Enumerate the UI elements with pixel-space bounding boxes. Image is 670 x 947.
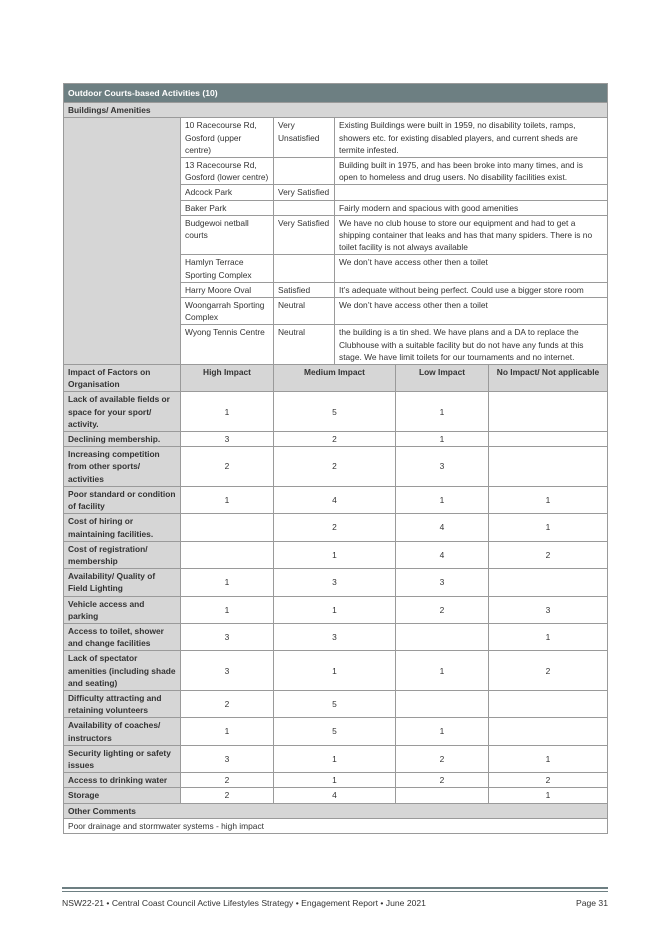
factor-label: Cost of registration/ membership [64, 541, 181, 568]
low-impact-value [396, 690, 489, 717]
impact-row [64, 514, 608, 541]
no-impact-value [489, 447, 608, 487]
rating-cell: Very Satisfied [274, 215, 335, 255]
venue-cell: Harry Moore Oval [181, 282, 274, 297]
venue-cell: 13 Racecourse Rd, Gosford (lower centre) [181, 158, 274, 185]
rating-cell: Neutral [274, 298, 335, 325]
high-impact-value [181, 514, 274, 541]
no-impact-value: 1 [489, 788, 608, 803]
impact-row [64, 651, 608, 691]
medium-impact-value: 1 [274, 745, 396, 772]
impact-row [64, 392, 608, 432]
high-impact-value: 1 [181, 486, 274, 513]
no-impact-value: 2 [489, 541, 608, 568]
rating-cell: Satisfied [274, 282, 335, 297]
medium-impact-value: 4 [274, 788, 396, 803]
medium-impact-value: 2 [274, 514, 396, 541]
impact-row [64, 690, 608, 717]
medium-impact-value: 3 [274, 623, 396, 650]
comment-cell [335, 185, 608, 200]
factor-label: Lack of available fields or space for your sport/ activity. [64, 392, 181, 432]
other-comments-heading-row [64, 803, 608, 818]
factor-label: Access to drinking water [64, 773, 181, 788]
factor-label: Declining membership. [64, 432, 181, 447]
medium-impact-value: 1 [274, 773, 396, 788]
factor-label: Poor standard or condition of facility [64, 486, 181, 513]
medium-impact-value: 3 [274, 569, 396, 596]
high-impact-value: 3 [181, 623, 274, 650]
no-impact-value [489, 392, 608, 432]
venue-cell: Woongarrah Sporting Complex [181, 298, 274, 325]
no-impact-value: 2 [489, 651, 608, 691]
page-number: Page 31 [575, 898, 608, 908]
low-impact-value: 4 [396, 514, 489, 541]
factor-label: Vehicle access and parking [64, 596, 181, 623]
high-impact-value: 1 [181, 718, 274, 745]
no-impact-value [489, 432, 608, 447]
table-body [64, 84, 608, 834]
factor-label: Cost of hiring or maintaining facilities. [64, 514, 181, 541]
low-impact-value [396, 788, 489, 803]
factor-label: Difficulty attracting and retaining volunteers [64, 690, 181, 717]
footer-rule-thin [62, 891, 608, 892]
venue-cell: Adcock Park [181, 185, 274, 200]
impact-header-high: High Impact [181, 365, 274, 392]
other-comments-row [64, 818, 608, 833]
high-impact-value: 1 [181, 392, 274, 432]
medium-impact-value: 2 [274, 447, 396, 487]
medium-impact-value: 4 [274, 486, 396, 513]
comment-cell: We don’t have access other then a toilet [335, 298, 608, 325]
no-impact-value: 1 [489, 514, 608, 541]
low-impact-value: 3 [396, 569, 489, 596]
impact-row [64, 432, 608, 447]
medium-impact-value: 2 [274, 432, 396, 447]
medium-impact-value: 5 [274, 718, 396, 745]
no-impact-value: 1 [489, 486, 608, 513]
rating-cell: Very Satisfied [274, 185, 335, 200]
venue-cell: 10 Racecourse Rd, Gosford (upper centre) [181, 118, 274, 158]
footer-text: NSW22-21 • Central Coast Council Active Lifestyles Strategy • Engagement Report • June 2021 [62, 898, 426, 908]
low-impact-value: 1 [396, 651, 489, 691]
factor-label: Availability of coaches/ instructors [64, 718, 181, 745]
impact-header-none: No Impact/ Not applicable [489, 365, 608, 392]
medium-impact-value: 1 [274, 541, 396, 568]
venue-cell: Budgewoi netball courts [181, 215, 274, 255]
rating-cell [274, 255, 335, 282]
impact-row [64, 788, 608, 803]
high-impact-value: 2 [181, 690, 274, 717]
impact-row [64, 623, 608, 650]
impact-row [64, 745, 608, 772]
buildings-label-spacer [64, 118, 181, 365]
comment-cell: Building built in 1975, and has been broke into many times, and is open to homeless and drug users. No disability facilities exist. [335, 158, 608, 185]
low-impact-value: 4 [396, 541, 489, 568]
table-title: Outdoor Courts-based Activities (10) [64, 84, 608, 103]
medium-impact-value: 5 [274, 392, 396, 432]
low-impact-value: 1 [396, 486, 489, 513]
low-impact-value: 2 [396, 773, 489, 788]
buildings-heading: Buildings/ Amenities [64, 103, 608, 118]
no-impact-value [489, 569, 608, 596]
medium-impact-value: 1 [274, 651, 396, 691]
low-impact-value: 2 [396, 596, 489, 623]
no-impact-value: 1 [489, 623, 608, 650]
comment-cell: the building is a tin shed. We have plans and a DA to replace the Clubhouse with a suitable facility but do not have any funds at this stage. We have limit toilets for our tournaments and no internet. [335, 325, 608, 365]
low-impact-value: 1 [396, 718, 489, 745]
factor-label: Storage [64, 788, 181, 803]
venue-cell: Hamlyn Terrace Sporting Complex [181, 255, 274, 282]
comment-cell: Fairly modern and spacious with good amenities [335, 200, 608, 215]
rating-cell: Neutral [274, 325, 335, 365]
high-impact-value: 1 [181, 569, 274, 596]
other-comments-text: Poor drainage and stormwater systems - high impact [64, 818, 608, 833]
activities-table [63, 83, 608, 834]
factor-label: Availability/ Quality of Field Lighting [64, 569, 181, 596]
high-impact-value: 2 [181, 773, 274, 788]
high-impact-value: 3 [181, 745, 274, 772]
factor-label: Security lighting or safety issues [64, 745, 181, 772]
high-impact-value: 2 [181, 447, 274, 487]
impact-row [64, 718, 608, 745]
footer-rule [62, 887, 608, 889]
impact-row [64, 596, 608, 623]
high-impact-value: 1 [181, 596, 274, 623]
title-row [64, 84, 608, 103]
high-impact-value: 3 [181, 432, 274, 447]
comment-cell: Existing Buildings were built in 1959, no disability toilets, ramps, showers etc. for existing disabled players, and current sheds are termite infested. [335, 118, 608, 158]
no-impact-value [489, 690, 608, 717]
impact-row [64, 773, 608, 788]
comment-cell: We don’t have access other then a toilet [335, 255, 608, 282]
impact-header-medium: Medium Impact [274, 365, 396, 392]
high-impact-value: 2 [181, 788, 274, 803]
other-comments-heading: Other Comments [64, 803, 608, 818]
no-impact-value: 1 [489, 745, 608, 772]
venue-cell: Wyong Tennis Centre [181, 325, 274, 365]
impact-header-low: Low Impact [396, 365, 489, 392]
factor-label: Increasing competition from other sports/ activities [64, 447, 181, 487]
comment-cell: We have no club house to store our equipment and had to get a shipping container that leaks and has that many spiders. There is no toilet facility is not always available [335, 215, 608, 255]
rating-cell [274, 158, 335, 185]
impact-row [64, 541, 608, 568]
impact-header-row [64, 365, 608, 392]
factor-label: Access to toilet, shower and change facilities [64, 623, 181, 650]
factor-label: Lack of spectator amenities (including shade and seating) [64, 651, 181, 691]
impact-row [64, 569, 608, 596]
low-impact-value [396, 623, 489, 650]
no-impact-value: 2 [489, 773, 608, 788]
comment-cell: It’s adequate without being perfect. Could use a bigger store room [335, 282, 608, 297]
impact-header-factor: Impact of Factors on Organisation [64, 365, 181, 392]
buildings-heading-row [64, 103, 608, 118]
low-impact-value: 2 [396, 745, 489, 772]
low-impact-value: 1 [396, 392, 489, 432]
building-row [64, 118, 608, 158]
impact-row [64, 486, 608, 513]
rating-cell [274, 200, 335, 215]
low-impact-value: 1 [396, 432, 489, 447]
medium-impact-value: 1 [274, 596, 396, 623]
medium-impact-value: 5 [274, 690, 396, 717]
rating-cell: Very Unsatisfied [274, 118, 335, 158]
no-impact-value [489, 718, 608, 745]
no-impact-value: 3 [489, 596, 608, 623]
high-impact-value [181, 541, 274, 568]
low-impact-value: 3 [396, 447, 489, 487]
high-impact-value: 3 [181, 651, 274, 691]
venue-cell: Baker Park [181, 200, 274, 215]
impact-row [64, 447, 608, 487]
